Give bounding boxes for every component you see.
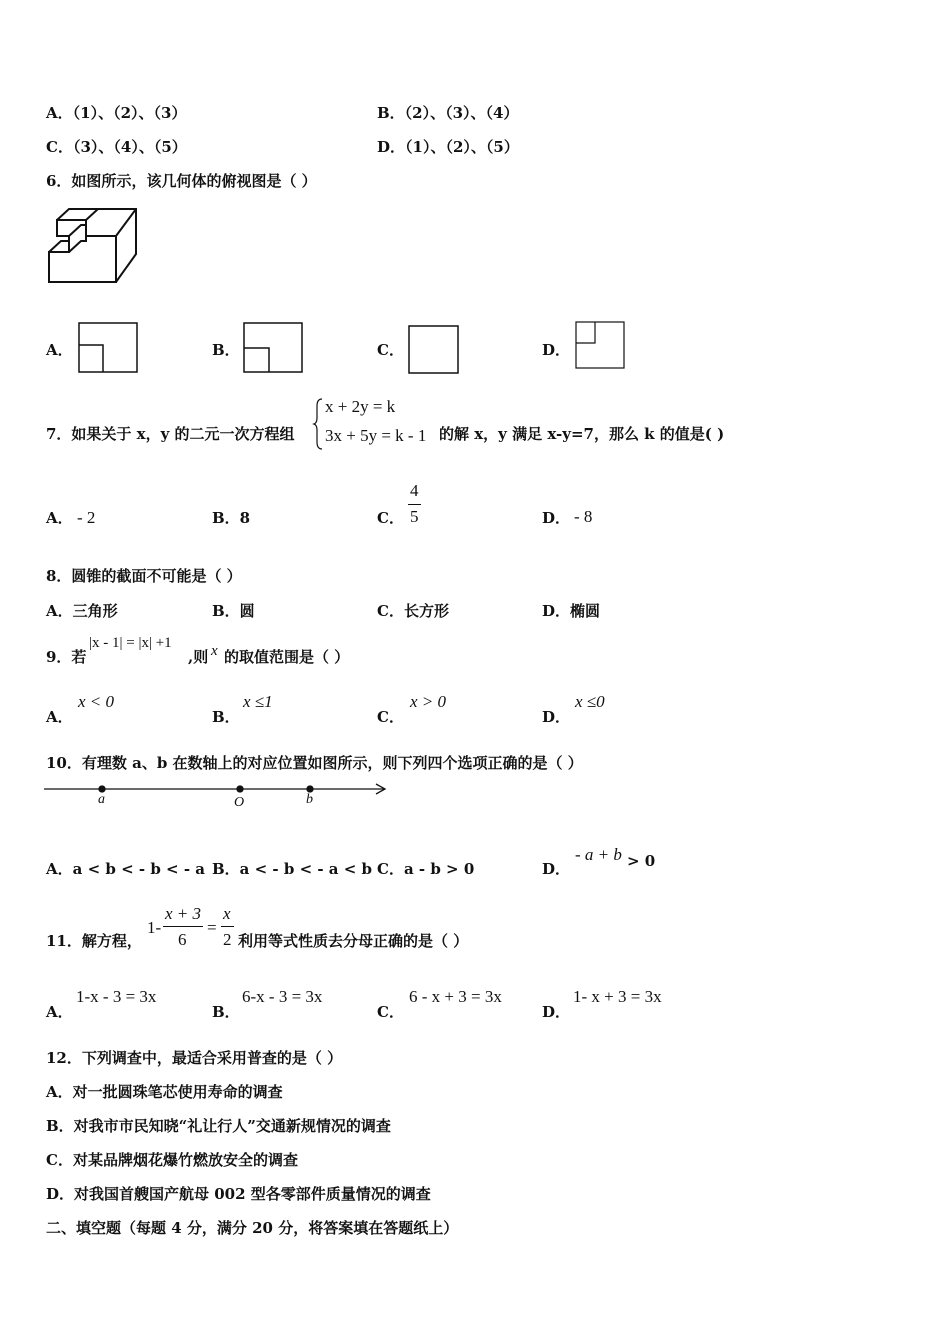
- q6-stem: 6．如图所示，该几何体的俯视图是（ ）: [46, 172, 317, 190]
- q10-option-c: C．a - b > 0: [377, 860, 475, 878]
- q9-condition: |x - 1| = |x| +1: [89, 635, 172, 651]
- q7-equation-2: 3x + 5y = k - 1: [325, 426, 427, 445]
- q11-equals: =: [207, 918, 217, 937]
- axis-label-b: b: [306, 792, 313, 807]
- q7-c-numerator: 4: [410, 481, 419, 500]
- q11-label-c: C．: [377, 1003, 404, 1021]
- q6-view-c: [408, 325, 460, 375]
- q6-label-b: B．: [212, 341, 240, 359]
- q6-view-b: [243, 322, 303, 374]
- q8-option-a: A．三角形: [46, 602, 118, 620]
- q10-option-d-tail: > 0: [627, 852, 656, 870]
- q7-c-denominator: 5: [410, 507, 419, 526]
- q11-right-denominator: 2: [223, 930, 232, 949]
- q7-c-fraction-bar: [408, 504, 421, 505]
- q7-option-d: - 8: [574, 507, 593, 526]
- q6-view-d: [575, 321, 627, 371]
- q7-equation-1: x + 2y = k: [325, 397, 396, 416]
- q7-label-d: D．: [542, 509, 571, 527]
- number-line: [44, 780, 390, 810]
- q7-suffix: 的解 x，y 满足 x-y=7，那么 k 的值是( ): [439, 425, 725, 443]
- q10-option-d-expr: - a + b: [575, 845, 622, 864]
- q11-right-fraction-bar: [221, 926, 234, 927]
- q11-label-d: D．: [542, 1003, 571, 1021]
- q9-mid: ,则: [188, 648, 209, 666]
- q9-label-d: D．: [542, 708, 571, 726]
- q9-prefix: 9．若: [46, 648, 87, 666]
- q5-option-d: D．（1）、（2）、（5）: [377, 138, 519, 156]
- q9-suffix: 的取值范围是（ ）: [224, 648, 350, 666]
- q12-option-b: B．对我市市民知晓“礼让行人”交通新规情况的调查: [46, 1117, 391, 1135]
- axis-label-a: a: [98, 792, 105, 807]
- q11-label-a: A．: [46, 1003, 73, 1021]
- q12-option-d: D．对我国首艘国产航母 002 型各零部件质量情况的调查: [46, 1185, 431, 1203]
- q9-option-d: x ≤0: [575, 692, 605, 711]
- q12-option-a: A．对一批圆珠笔芯使用寿命的调查: [46, 1083, 283, 1101]
- q6-label-a: A．: [46, 341, 73, 359]
- q10-stem: 10．有理数 a、b 在数轴上的对应位置如图所示，则下列四个选项正确的是（ ）: [46, 754, 583, 772]
- q9-option-c: x > 0: [410, 692, 447, 711]
- q11-suffix: 利用等式性质去分母正确的是（ ）: [238, 932, 469, 950]
- q11-option-c: 6 - x + 3 = 3x: [409, 987, 502, 1006]
- q5-option-c: C．（3）、（4）、（5）: [46, 138, 187, 156]
- q8-option-b: B．圆: [212, 602, 255, 620]
- q9-label-c: C．: [377, 708, 404, 726]
- q9-option-b: x ≤1: [243, 692, 273, 711]
- q10-option-a: A．a < b < - b < - a: [46, 860, 205, 878]
- section-2-title: 二、填空题（每题 4 分，满分 20 分，将答案填在答题纸上）: [46, 1219, 459, 1237]
- q11-label-b: B．: [212, 1003, 240, 1021]
- q10-option-b: B．a < - b < - a < b: [212, 860, 373, 878]
- q9-var: x: [211, 643, 218, 659]
- q11-option-d: 1- x + 3 = 3x: [573, 987, 662, 1006]
- q7-label-c: C．: [377, 509, 404, 527]
- q11-lead: 1-: [147, 918, 162, 937]
- q11-option-a: 1-x - 3 = 3x: [76, 987, 157, 1006]
- q8-option-c: C．长方形: [377, 602, 449, 620]
- q7-label-a: A．: [46, 509, 73, 527]
- solid-figure: [46, 206, 140, 286]
- q5-option-a: A．（1）、（2）、（3）: [46, 104, 187, 122]
- system-brace: [314, 398, 324, 450]
- q11-numerator: x + 3: [165, 904, 202, 923]
- q11-denominator: 6: [178, 930, 187, 949]
- q11-right-numerator: x: [223, 904, 231, 923]
- q7-option-a: - 2: [77, 508, 96, 527]
- q5-option-b: B．（2）、（3）、（4）: [377, 104, 519, 122]
- q6-label-d: D．: [542, 341, 571, 359]
- q6-view-a: [78, 322, 138, 374]
- q8-stem: 8．圆锥的截面不可能是（ ）: [46, 567, 242, 585]
- q11-fraction-bar: [163, 926, 203, 927]
- q11-option-b: 6-x - 3 = 3x: [242, 987, 323, 1006]
- q9-option-a: x < 0: [78, 692, 115, 711]
- q6-label-c: C．: [377, 341, 404, 359]
- q9-label-a: A．: [46, 708, 73, 726]
- q7-option-b: B．8: [212, 509, 251, 527]
- q10-label-d: D．: [542, 860, 571, 878]
- q11-prefix: 11．解方程，: [46, 932, 142, 950]
- q8-option-d: D．椭圆: [542, 602, 601, 620]
- q12-option-c: C．对某品牌烟花爆竹燃放安全的调查: [46, 1151, 298, 1169]
- q12-stem: 12．下列调查中，最适合采用普查的是（ ）: [46, 1049, 343, 1067]
- axis-label-origin: O: [234, 795, 245, 810]
- q9-label-b: B．: [212, 708, 240, 726]
- q7-prefix: 7．如果关于 x，y 的二元一次方程组: [46, 425, 295, 443]
